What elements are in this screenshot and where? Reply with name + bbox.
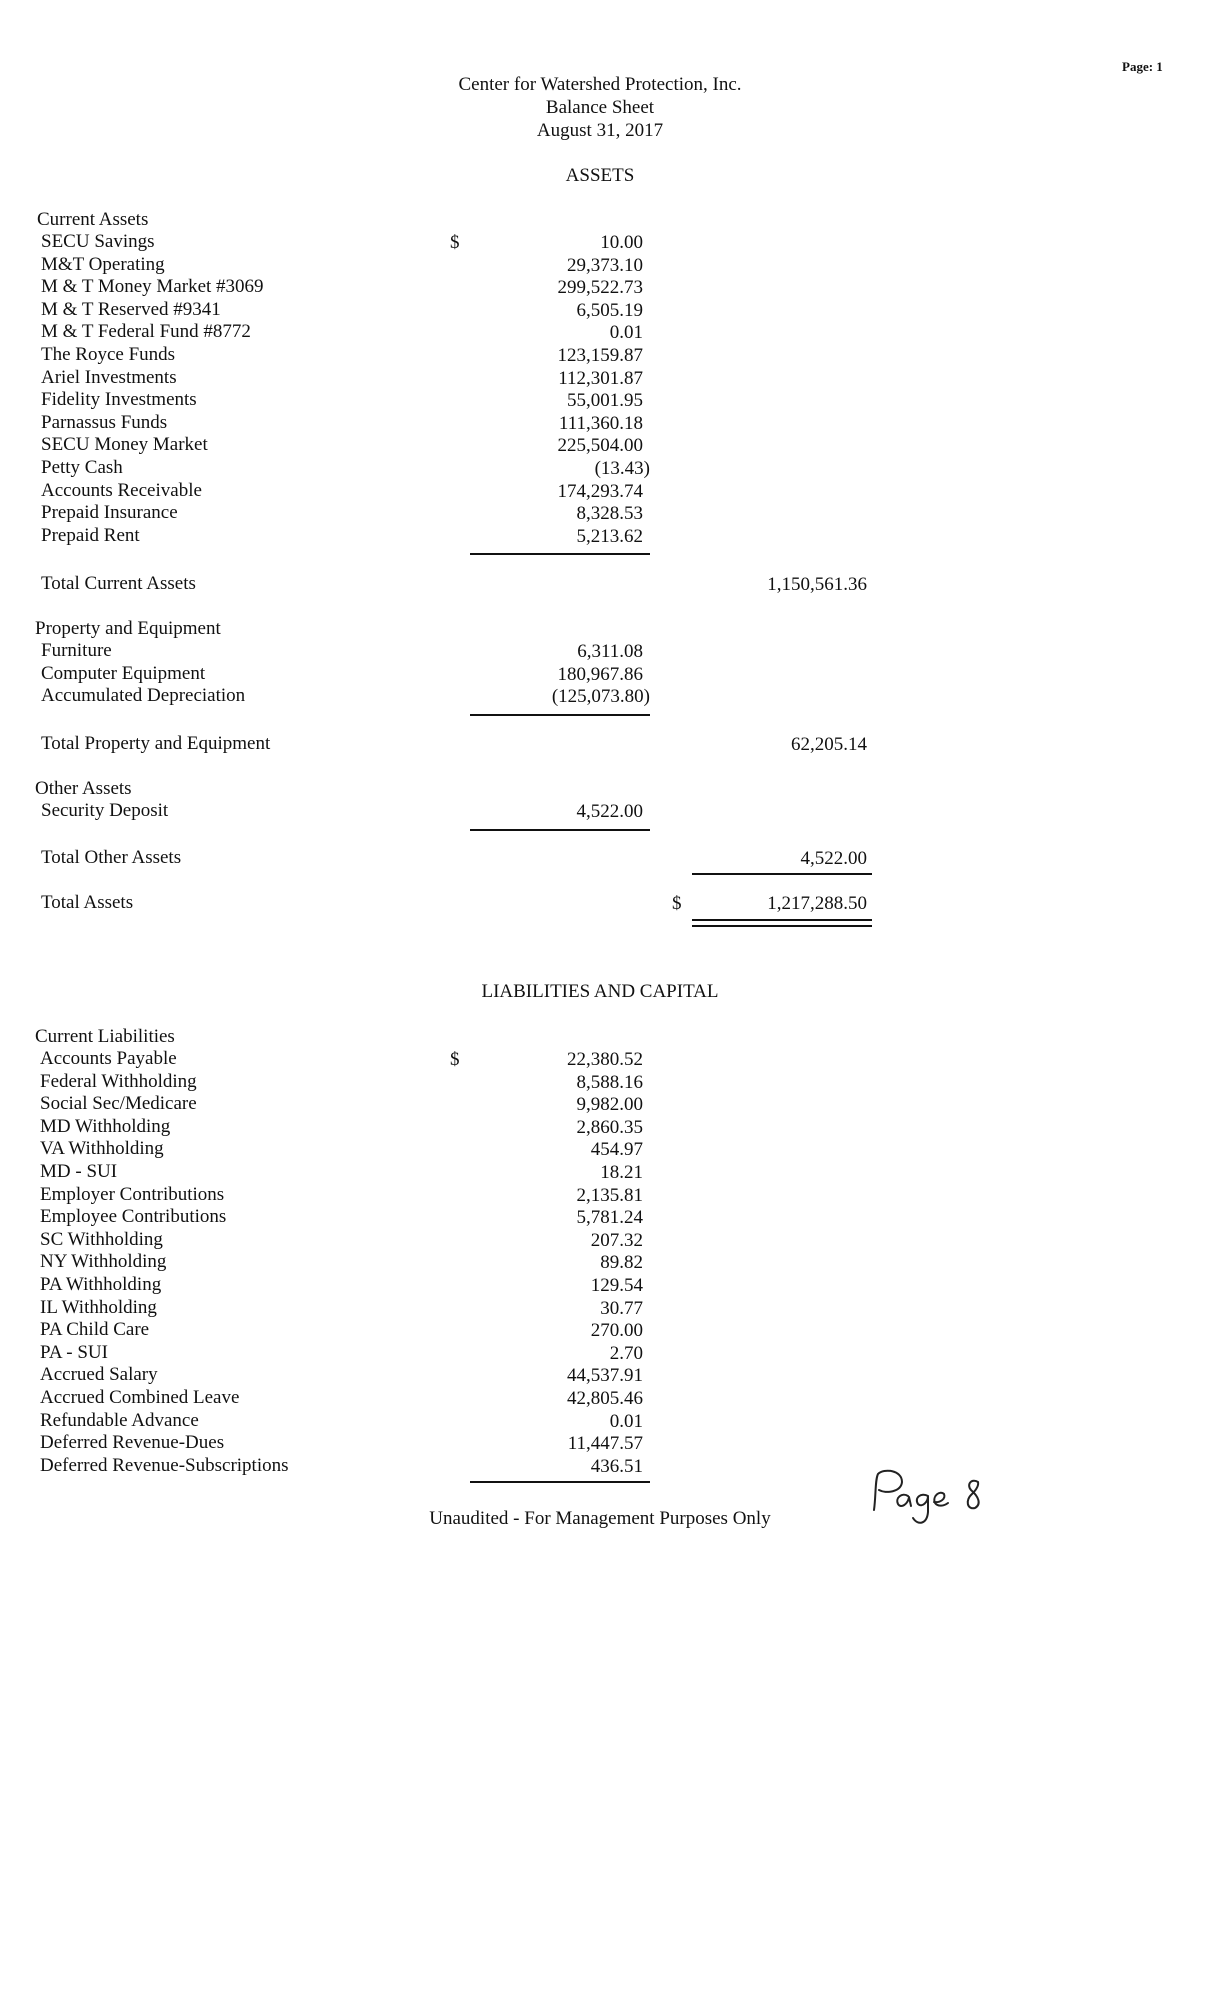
line-item-amount: 4,522.00 — [576, 801, 643, 822]
total-assets-label: Total Assets — [41, 892, 134, 913]
company-name: Center for Watershed Protection, Inc. — [458, 74, 742, 95]
total-other-assets-amount: 4,522.00 — [800, 848, 867, 869]
line-item-amount: 22,380.52 — [567, 1049, 643, 1070]
page-number-label: Page: 1 — [1122, 59, 1163, 74]
line-item-label: M&T Operating — [41, 253, 165, 275]
line-item-label: Fidelity Investments — [41, 389, 197, 411]
line-item-label: M & T Reserved #9341 — [41, 298, 221, 320]
line-item-amount: 6,311.08 — [577, 641, 643, 662]
other-assets-rule — [470, 829, 650, 831]
report-title: Balance Sheet — [545, 97, 655, 118]
line-item-amount: 18.21 — [600, 1162, 643, 1183]
liabilities-heading: LIABILITIES AND CAPITAL — [481, 981, 719, 1002]
line-item-label: IL Withholding — [40, 1296, 157, 1318]
line-item-label: Prepaid Rent — [41, 524, 140, 546]
line-item-amount: 112,301.87 — [558, 367, 643, 389]
line-item-amount: (13.43) — [594, 458, 650, 479]
other-assets-title: Other Assets — [35, 778, 132, 799]
line-item-label: Accrued Salary — [40, 1364, 158, 1386]
line-item-label: NY Withholding — [40, 1251, 167, 1273]
line-item-label: Petty Cash — [41, 457, 123, 478]
footer-note: Unaudited - For Management Purposes Only — [429, 1508, 771, 1529]
line-item-amount: 11,447.57 — [567, 1433, 643, 1455]
line-item-amount: 44,537.91 — [567, 1365, 643, 1387]
line-item-label: Furniture — [41, 640, 112, 661]
line-item-amount: 207.32 — [590, 1229, 643, 1251]
line-item-amount: 0.01 — [609, 322, 643, 344]
total-assets-double-rule — [692, 919, 872, 927]
current-liabilities-rule — [470, 1481, 650, 1483]
line-item-amount: 174,293.74 — [557, 480, 643, 502]
total-property-amount: 62,205.14 — [791, 734, 867, 755]
current-liabilities-currency: $ — [450, 1049, 460, 1070]
handwritten-page-note — [868, 1466, 998, 1536]
line-item-label: Accrued Combined Leave — [40, 1387, 240, 1408]
line-item-label: Employee Contributions — [40, 1206, 227, 1228]
line-item-amount: 8,588.16 — [576, 1071, 643, 1093]
line-item-amount: 2.70 — [609, 1342, 643, 1364]
total-current-assets-label: Total Current Assets — [41, 573, 196, 594]
line-item-label: M & T Federal Fund #8772 — [41, 321, 251, 343]
line-item-label: MD - SUI — [40, 1161, 118, 1182]
assets-heading: ASSETS — [565, 165, 635, 186]
line-item-label: M & T Money Market #3069 — [41, 276, 264, 298]
line-item-amount: 270.00 — [590, 1320, 643, 1342]
line-item-label: Ariel Investments — [41, 366, 177, 388]
line-item-label: Computer Equipment — [41, 662, 206, 684]
line-item-amount: 436.51 — [590, 1455, 643, 1477]
line-item-label: PA Child Care — [40, 1319, 150, 1341]
line-item-amount: 30.77 — [600, 1297, 643, 1319]
line-item-label: Employer Contributions — [40, 1183, 225, 1205]
line-item-amount: 8,328.53 — [576, 503, 643, 525]
line-item-amount: 9,982.00 — [576, 1094, 643, 1116]
line-item-label: Deferred Revenue-Dues — [40, 1432, 225, 1454]
current-assets-currency: $ — [450, 232, 460, 253]
line-item-label: SECU Savings — [41, 231, 155, 252]
line-item-amount: 225,504.00 — [557, 435, 643, 457]
line-item-label: Federal Withholding — [40, 1070, 197, 1092]
line-item-amount: 299,522.73 — [557, 277, 643, 299]
line-item-amount: 89.82 — [600, 1252, 643, 1274]
line-item-amount: 29,373.10 — [567, 254, 643, 276]
line-item-label: Prepaid Insurance — [41, 502, 178, 524]
line-item-amount: (125,073.80) — [551, 686, 650, 708]
line-item-amount: 111,360.18 — [558, 412, 643, 434]
line-item-label: Accounts Receivable — [41, 479, 202, 501]
line-item-label: The Royce Funds — [41, 344, 176, 365]
line-item-amount: 6,505.19 — [576, 299, 643, 321]
line-item-label: Accumulated Depreciation — [41, 685, 246, 707]
other-assets-total-rule — [692, 873, 872, 875]
line-item-amount: 180,967.86 — [557, 663, 643, 685]
total-current-assets-amount: 1,150,561.36 — [767, 574, 867, 595]
line-item-amount: 10.00 — [600, 232, 643, 253]
report-date: August 31, 2017 — [536, 120, 664, 141]
line-item-amount: 5,781.24 — [576, 1207, 643, 1229]
line-item-amount: 42,805.46 — [567, 1388, 643, 1409]
current-assets-rule — [470, 553, 650, 555]
line-item-label: Deferred Revenue-Subscriptions — [40, 1454, 289, 1476]
line-item-amount: 454.97 — [590, 1139, 643, 1161]
property-rule — [470, 714, 650, 716]
line-item-label: PA Withholding — [40, 1274, 162, 1295]
line-item-amount: 2,135.81 — [576, 1184, 643, 1206]
property-title: Property and Equipment — [35, 618, 221, 639]
line-item-label: Accounts Payable — [40, 1048, 177, 1069]
line-item-amount: 0.01 — [609, 1410, 643, 1432]
line-item-label: MD Withholding — [40, 1115, 171, 1137]
line-item-label: Refundable Advance — [40, 1409, 199, 1431]
total-property-label: Total Property and Equipment — [41, 733, 271, 754]
total-other-assets-label: Total Other Assets — [41, 847, 182, 868]
line-item-amount: 55,001.95 — [567, 390, 643, 412]
current-liabilities-title: Current Liabilities — [35, 1026, 175, 1047]
line-item-label: Social Sec/Medicare — [40, 1093, 197, 1115]
line-item-label: Parnassus Funds — [41, 411, 168, 433]
line-item-amount: 2,860.35 — [576, 1116, 643, 1138]
total-assets-currency: $ — [672, 893, 682, 914]
line-item-amount: 5,213.62 — [576, 525, 643, 547]
line-item-label: Security Deposit — [41, 800, 169, 821]
line-item-label: VA Withholding — [40, 1138, 164, 1160]
line-item-label: PA - SUI — [40, 1341, 108, 1363]
line-item-label: SECU Money Market — [41, 434, 208, 456]
line-item-amount: 129.54 — [590, 1275, 643, 1296]
current-assets-title: Current Assets — [37, 209, 149, 230]
total-assets-amount: 1,217,288.50 — [767, 893, 867, 914]
line-item-label: SC Withholding — [40, 1228, 163, 1250]
line-item-amount: 123,159.87 — [557, 345, 643, 366]
